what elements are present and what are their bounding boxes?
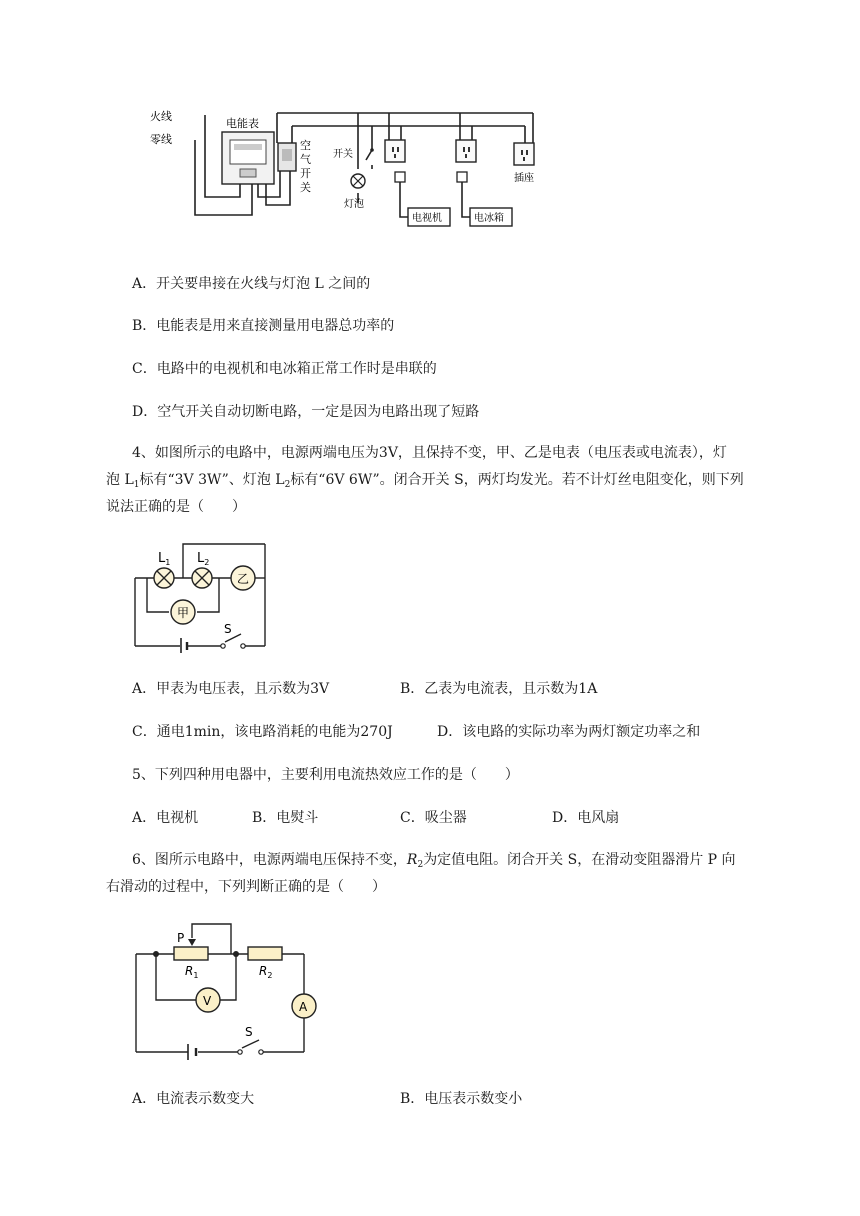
fig1-tv-label: 电视机 bbox=[412, 213, 442, 224]
fig1-meter-label: 电能表 bbox=[226, 117, 259, 130]
q6-voltmeter-label: V bbox=[203, 994, 212, 1008]
fig1-air-switch-label: 空气开关 bbox=[300, 139, 311, 194]
q6-r2-label: $R_2$ bbox=[259, 964, 273, 980]
q6-option-b: B．电压表示数变小 bbox=[400, 1091, 523, 1107]
q6-circuit-diagram bbox=[128, 918, 323, 1060]
q4-stem-line1: 4、如图所示的电路中，电源两端电压为3V，且保持不变，甲、乙是电表（电压表或电流表），灯 bbox=[132, 445, 727, 461]
q4-meter-b-label: 乙 bbox=[237, 572, 250, 586]
q4-option-b: B．乙表为电流表，且示数为1A bbox=[400, 681, 598, 697]
household-circuit-diagram bbox=[140, 105, 550, 235]
q4-stem-line3: 说法正确的是（ ） bbox=[106, 499, 246, 515]
fig1-socket-label: 插座 bbox=[514, 173, 534, 184]
q5-option-c: C．吸尘器 bbox=[400, 810, 467, 826]
q4-l2-label: $L_2$ bbox=[197, 551, 210, 567]
q3-option-a: A．开关要串接在火线与灯泡 L 之间的 bbox=[132, 276, 371, 292]
q6-slider-label: P bbox=[177, 931, 185, 945]
q6-switch-label: S bbox=[245, 1025, 253, 1039]
q5-option-b: B．电熨斗 bbox=[252, 810, 319, 826]
q4-option-d: D．该电路的实际功率为两灯额定功率之和 bbox=[437, 724, 701, 740]
q4-circuit-diagram bbox=[125, 538, 275, 653]
q6-option-a: A．电流表示数变大 bbox=[132, 1091, 255, 1107]
fig1-fridge-label: 电冰箱 bbox=[474, 213, 504, 224]
q4-option-c: C．通电1min，该电路消耗的电能为270J bbox=[132, 724, 393, 740]
q4-l1-label: $L_1$ bbox=[158, 551, 171, 567]
q3-option-b: B．电能表是用来直接测量用电器总功率的 bbox=[132, 318, 395, 334]
q6-stem-line1: 6、图所示电路中，电源两端电压保持不变，$R_2$为定值电阻。闭合开关 S，在滑动变阻器滑片 P 向 bbox=[132, 852, 736, 870]
fig1-hot-wire-label: 火线 bbox=[150, 110, 172, 123]
q6-stem-line2: 右滑动的过程中，下列判断正确的是（ ） bbox=[106, 879, 386, 895]
q6-ammeter-label: A bbox=[299, 1000, 308, 1014]
q4-meter-a-label: 甲 bbox=[177, 606, 190, 620]
fig1-bulb-label: 灯泡 bbox=[344, 199, 364, 210]
q4-stem-line2: 泡 $L_1$标有“3V 3W”、灯泡 $L_2$标有“6V 6W”。闭合开关 S，两灯均发光。若不计灯丝电阻变化，则下列 bbox=[106, 472, 744, 490]
fig1-neutral-wire-label: 零线 bbox=[150, 133, 172, 146]
q5-stem: 5、下列四种用电器中，主要利用电流热效应工作的是（ ） bbox=[132, 767, 519, 783]
q6-r1-label: $R_1$ bbox=[185, 964, 199, 980]
q5-option-a: A．电视机 bbox=[132, 810, 199, 826]
q3-option-c: C．电路中的电视机和电冰箱正常工作时是串联的 bbox=[132, 361, 437, 377]
fig1-switch-label: 开关 bbox=[333, 149, 353, 160]
q4-switch-label: S bbox=[224, 622, 232, 636]
q5-option-d: D．电风扇 bbox=[552, 810, 620, 826]
q3-option-d: D．空气开关自动切断电路，一定是因为电路出现了短路 bbox=[132, 404, 480, 420]
q4-option-a: A．甲表为电压表，且示数为3V bbox=[132, 681, 330, 697]
